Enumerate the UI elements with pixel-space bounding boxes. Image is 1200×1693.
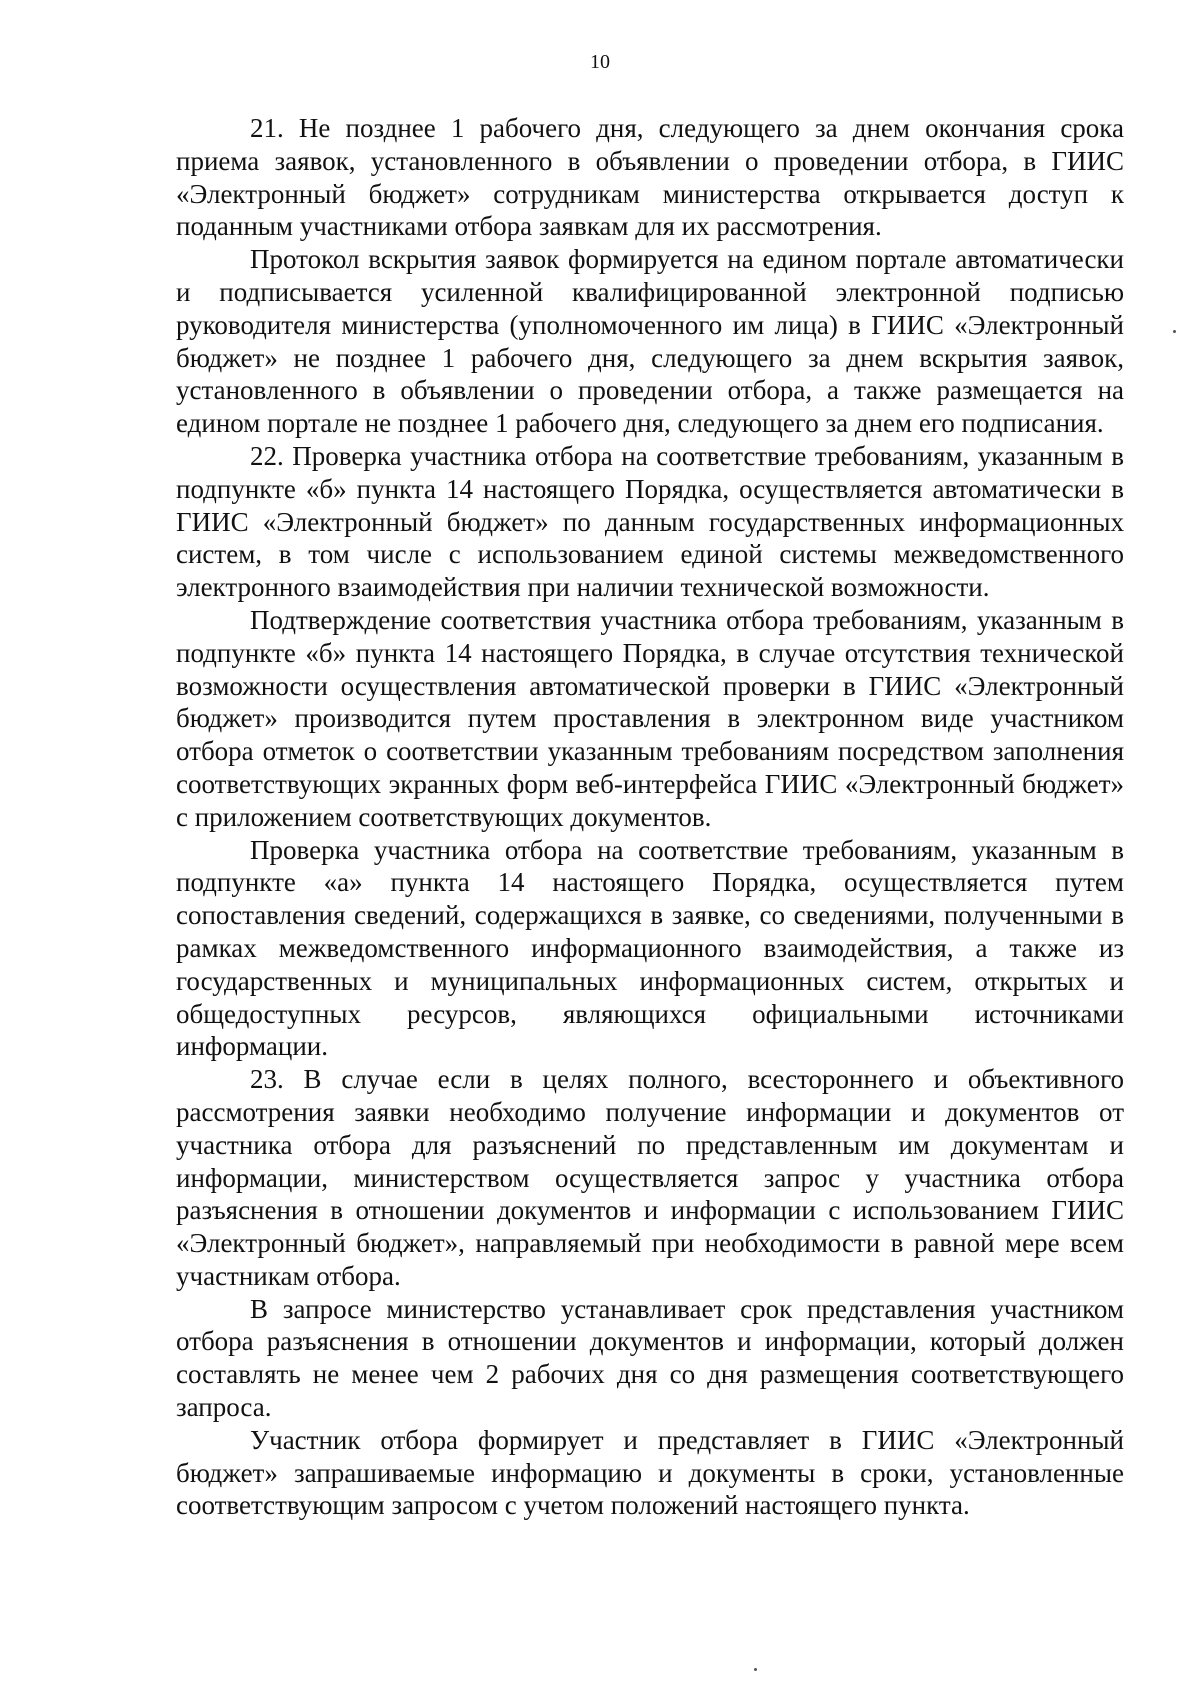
document-body xyxy=(176,112,1124,1522)
paragraph-protocol: Протокол вскрытия заявок формируется на едином портале автоматически и подписывается усиленной квалифицированной электронной подписью руководителя министерства (уполномоченного им лица) в ГИИС «Электронный бюджет» не позднее 1 рабочего дня, следующего за днем вскрытия заявок, установленного в объявлении о проведении отбора, а также размещается на едином портале не позднее 1 рабочего дня, следующего за днем его подписания. xyxy=(176,244,1124,439)
paragraph-21: 21. Не позднее 1 рабочего дня, следующего за днем окончания срока приема заявок, установленного в объявлении о проведении отбора, в ГИИС «Электронный бюджет» сотрудникам министерства открывается доступ к поданным участниками отбора заявкам для их рассмотрения. xyxy=(176,113,1124,242)
paragraph-check: Проверка участника отбора на соответствие требованиям, указанным в подпункте «а» пункта 14 настоящего Порядка, осуществляется путем сопоставления сведений, содержащихся в заявке, со сведениями, полученными в рамках межведомственного информационного взаимодействия, а также из государственных и муниципальных информационных систем, открытых и общедоступных ресурсов, являющихся официальными источниками информации. xyxy=(176,834,1124,1062)
paragraph-22: 22. Проверка участника отбора на соответствие требованиям, указанным в подпункте «б» пункта 14 настоящего Порядка, осуществляется автоматически в ГИИС «Электронный бюджет» по данным государственных информационных систем, в том числе с использованием единой системы межведомственного электронного взаимодействия при наличии технической возможности. xyxy=(176,440,1124,603)
paragraph-23: 23. В случае если в целях полного, всестороннего и объективного рассмотрения заявки необходимо получение информации и документов от участника отбора для разъяснений по представленным им документам и информации, министерством осуществляется запрос у участника отбора разъяснения в отношении документов и информации с использованием ГИИС «Электронный бюджет», направляемый при необходимости в равной мере всем участникам отбора. xyxy=(176,1064,1124,1291)
paragraph-request: В запросе министерство устанавливает срок представления участником отбора разъяснения в отношении документов и информации, который должен составлять не менее чем 2 рабочих дня со дня размещения соответствующего запроса. xyxy=(176,1293,1124,1423)
scan-speck xyxy=(1173,330,1176,333)
paragraph-participant: Участник отбора формирует и представляет в ГИИС «Электронный бюджет» запрашиваемые информацию и документы в сроки, установленные соответствующим запросом с учетом положений настоящего пункта. xyxy=(176,1424,1124,1521)
page-number: 10 xyxy=(590,51,610,73)
scan-speck xyxy=(754,1668,757,1671)
paragraph-confirmation: Подтверждение соответствия участника отбора требованиям, указанным в подпункте «б» пункта 14 настоящего Порядка, в случае отсутствия технической возможности осуществления автоматической проверки в ГИИС «Электронный бюджет» производится путем проставления в электронном виде участником отбора отметок о соответствии указанным требованиям посредством заполнения соответствующих экранных форм веб-интерфейса ГИИС «Электронный бюджет» с приложением соответствующих документов. xyxy=(176,604,1124,832)
